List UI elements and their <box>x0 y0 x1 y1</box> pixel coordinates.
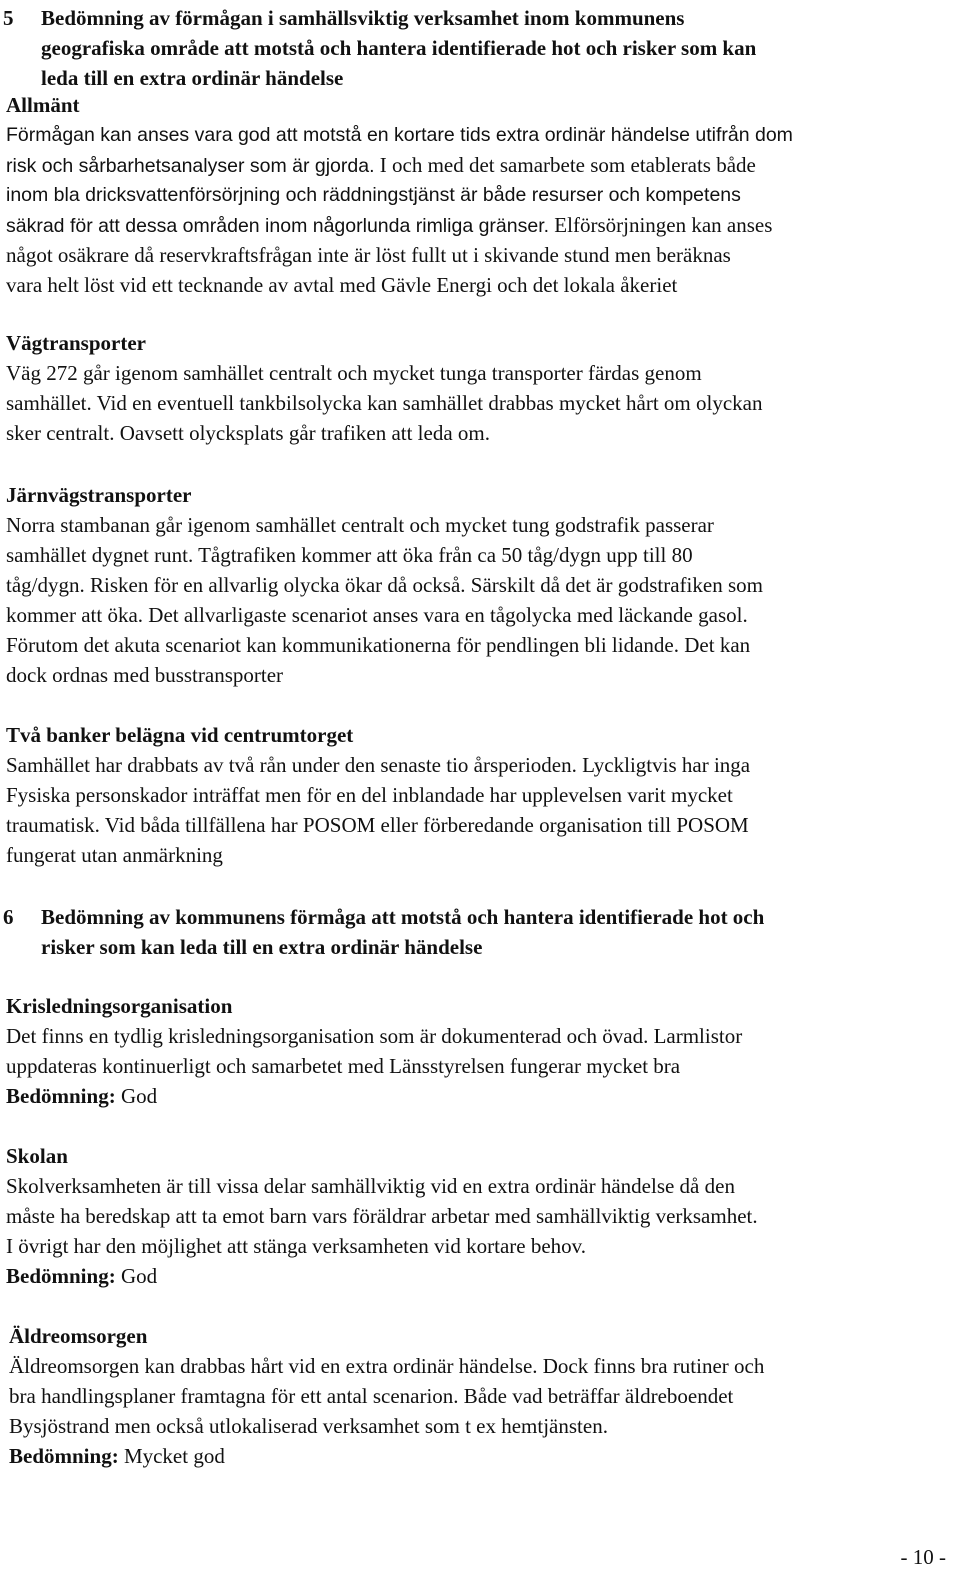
paragraph-line: inom bla dricksvattenförsörjning och räddningstjänst är både resurser och kompetens <box>6 184 741 206</box>
paragraph-line: Det finns en tydlig krisledningsorganisation som är dokumenterad och övad. Larmlistor <box>6 1024 743 1048</box>
section-title-line: Bedömning av förmågan i samhällsviktig verksamhet inom kommunens <box>41 6 685 30</box>
kris-section <box>0 991 960 1111</box>
subheading: Allmänt <box>6 93 80 117</box>
paragraph-text: I och med det samarbete som etablerats både <box>379 153 756 177</box>
paragraph-line: kommer att öka. Det allvarligaste scenariot anses vara en tågolycka med läckande gasol. <box>6 603 748 627</box>
subheading: Vägtransporter <box>6 331 146 355</box>
paragraph-line <box>3 210 960 240</box>
page-number: - 10 - <box>900 1545 946 1569</box>
assessment-label: Bedömning: <box>6 1264 116 1288</box>
assessment-label: Bedömning: <box>9 1444 119 1468</box>
section-title-line: Bedömning av kommunens förmåga att motstå och hantera identifierade hot och <box>41 905 765 929</box>
paragraph-line: fungerat utan anmärkning <box>6 843 223 867</box>
paragraph-text: Elförsörjningen kan anses <box>554 213 773 237</box>
assessment-label: Bedömning: <box>6 1084 116 1108</box>
assessment-line <box>0 1441 960 1471</box>
banker-section <box>0 720 960 870</box>
paragraph-line: Samhället har drabbats av två rån under den senaste tio årsperioden. Lyckligtvis har inga <box>6 753 751 777</box>
paragraph-line: Väg 272 går igenom samhället centralt och mycket tunga transporter färdas genom <box>6 361 702 385</box>
skolan-section <box>0 1141 960 1291</box>
paragraph-text: risk och sårbarhetsanalyser som är gjorda. <box>6 155 375 177</box>
assessment-value: God <box>115 1084 158 1108</box>
section-title-line: leda till en extra ordinär händelse <box>41 66 344 90</box>
subheading: Järnvägstransporter <box>6 483 192 507</box>
paragraph-line: sker centralt. Oavsett olycksplats går trafiken att leda om. <box>6 421 490 445</box>
paragraph-line: samhället. Vid en eventuell tankbilsolycka kan samhället drabbas mycket hårt om olyckan <box>6 391 763 415</box>
paragraph-line: Förutom det akuta scenariot kan kommunikationerna för pendlingen bli lidande. Det kan <box>6 633 751 657</box>
section-number: 5 <box>3 6 14 30</box>
paragraph-line: vara helt löst vid ett tecknande av avtal med Gävle Energi och det lokala åkeriet <box>6 273 678 297</box>
paragraph-line: måste ha beredskap att ta emot barn vars föräldrar arbetar med samhällviktig verksamhet. <box>6 1204 758 1228</box>
section-title-line: risker som kan leda till en extra ordinär händelse <box>41 935 483 959</box>
subheading: Skolan <box>6 1144 68 1168</box>
section-6-title <box>0 902 960 962</box>
section-number: 6 <box>3 905 14 929</box>
assessment-value: Mycket god <box>118 1444 225 1468</box>
paragraph-line: Bysjöstrand men också utlokaliserad verksamhet som t ex hemtjänsten. <box>9 1414 608 1438</box>
paragraph-text: säkrad för att dessa områden inom någorlunda rimliga gränser. <box>6 215 550 237</box>
paragraph-line: bra handlingsplaner framtagna för ett antal scenarion. Både vad beträffar äldreboendet <box>9 1384 734 1408</box>
subheading: Äldreomsorgen <box>9 1324 148 1348</box>
paragraph-line <box>3 150 960 180</box>
paragraph-line: traumatisk. Vid båda tillfällena har POSOM eller förberedande organisation till POSOM <box>6 813 749 837</box>
section-5-title <box>0 3 960 93</box>
assessment-line <box>3 1081 960 1111</box>
allmant-section <box>0 90 960 300</box>
paragraph-line: Äldreomsorgen kan drabbas hårt vid en extra ordinär händelse. Dock finns bra rutiner och <box>9 1354 765 1378</box>
paragraph-line: I övrigt har den möjlighet att stänga verksamheten vid kortare behov. <box>6 1234 587 1258</box>
paragraph-line: Förmågan kan anses vara god att motstå en kortare tids extra ordinär händelse utifrån dom <box>6 124 793 146</box>
subheading: Krisledningsorganisation <box>6 994 233 1018</box>
paragraph-line: dock ordnas med busstransporter <box>6 663 284 687</box>
section-title-line: geografiska område att motstå och hantera identifierade hot och risker som kan <box>41 36 757 60</box>
subheading: Två banker belägna vid centrumtorget <box>6 723 354 747</box>
paragraph-line: samhället dygnet runt. Tågtrafiken kommer att öka från ca 50 tåg/dygn upp till 80 <box>6 543 693 567</box>
paragraph-line: tåg/dygn. Risken för en allvarlig olycka ökar då också. Särskilt då det är godstrafiken som <box>6 573 763 597</box>
jarnvag-section <box>0 480 960 690</box>
paragraph-line: uppdateras kontinuerligt och samarbetet med Länsstyrelsen fungerar mycket bra <box>6 1054 681 1078</box>
assessment-value: God <box>115 1264 158 1288</box>
assessment-line <box>3 1261 960 1291</box>
aldre-section <box>0 1321 960 1471</box>
paragraph-line: Norra stambanan går igenom samhället centralt och mycket tung godstrafik passerar <box>6 513 714 537</box>
paragraph-line: Skolverksamheten är till vissa delar samhällviktig vid en extra ordinär händelse då den <box>6 1174 735 1198</box>
vagtransporter-section <box>0 328 960 448</box>
paragraph-line: Fysiska personskador inträffat men för en del inblandade har upplevelsen varit mycket <box>6 783 733 807</box>
paragraph-line: något osäkrare då reservkraftsfrågan inte är löst fullt ut i skivande stund men beräknas <box>6 243 731 267</box>
